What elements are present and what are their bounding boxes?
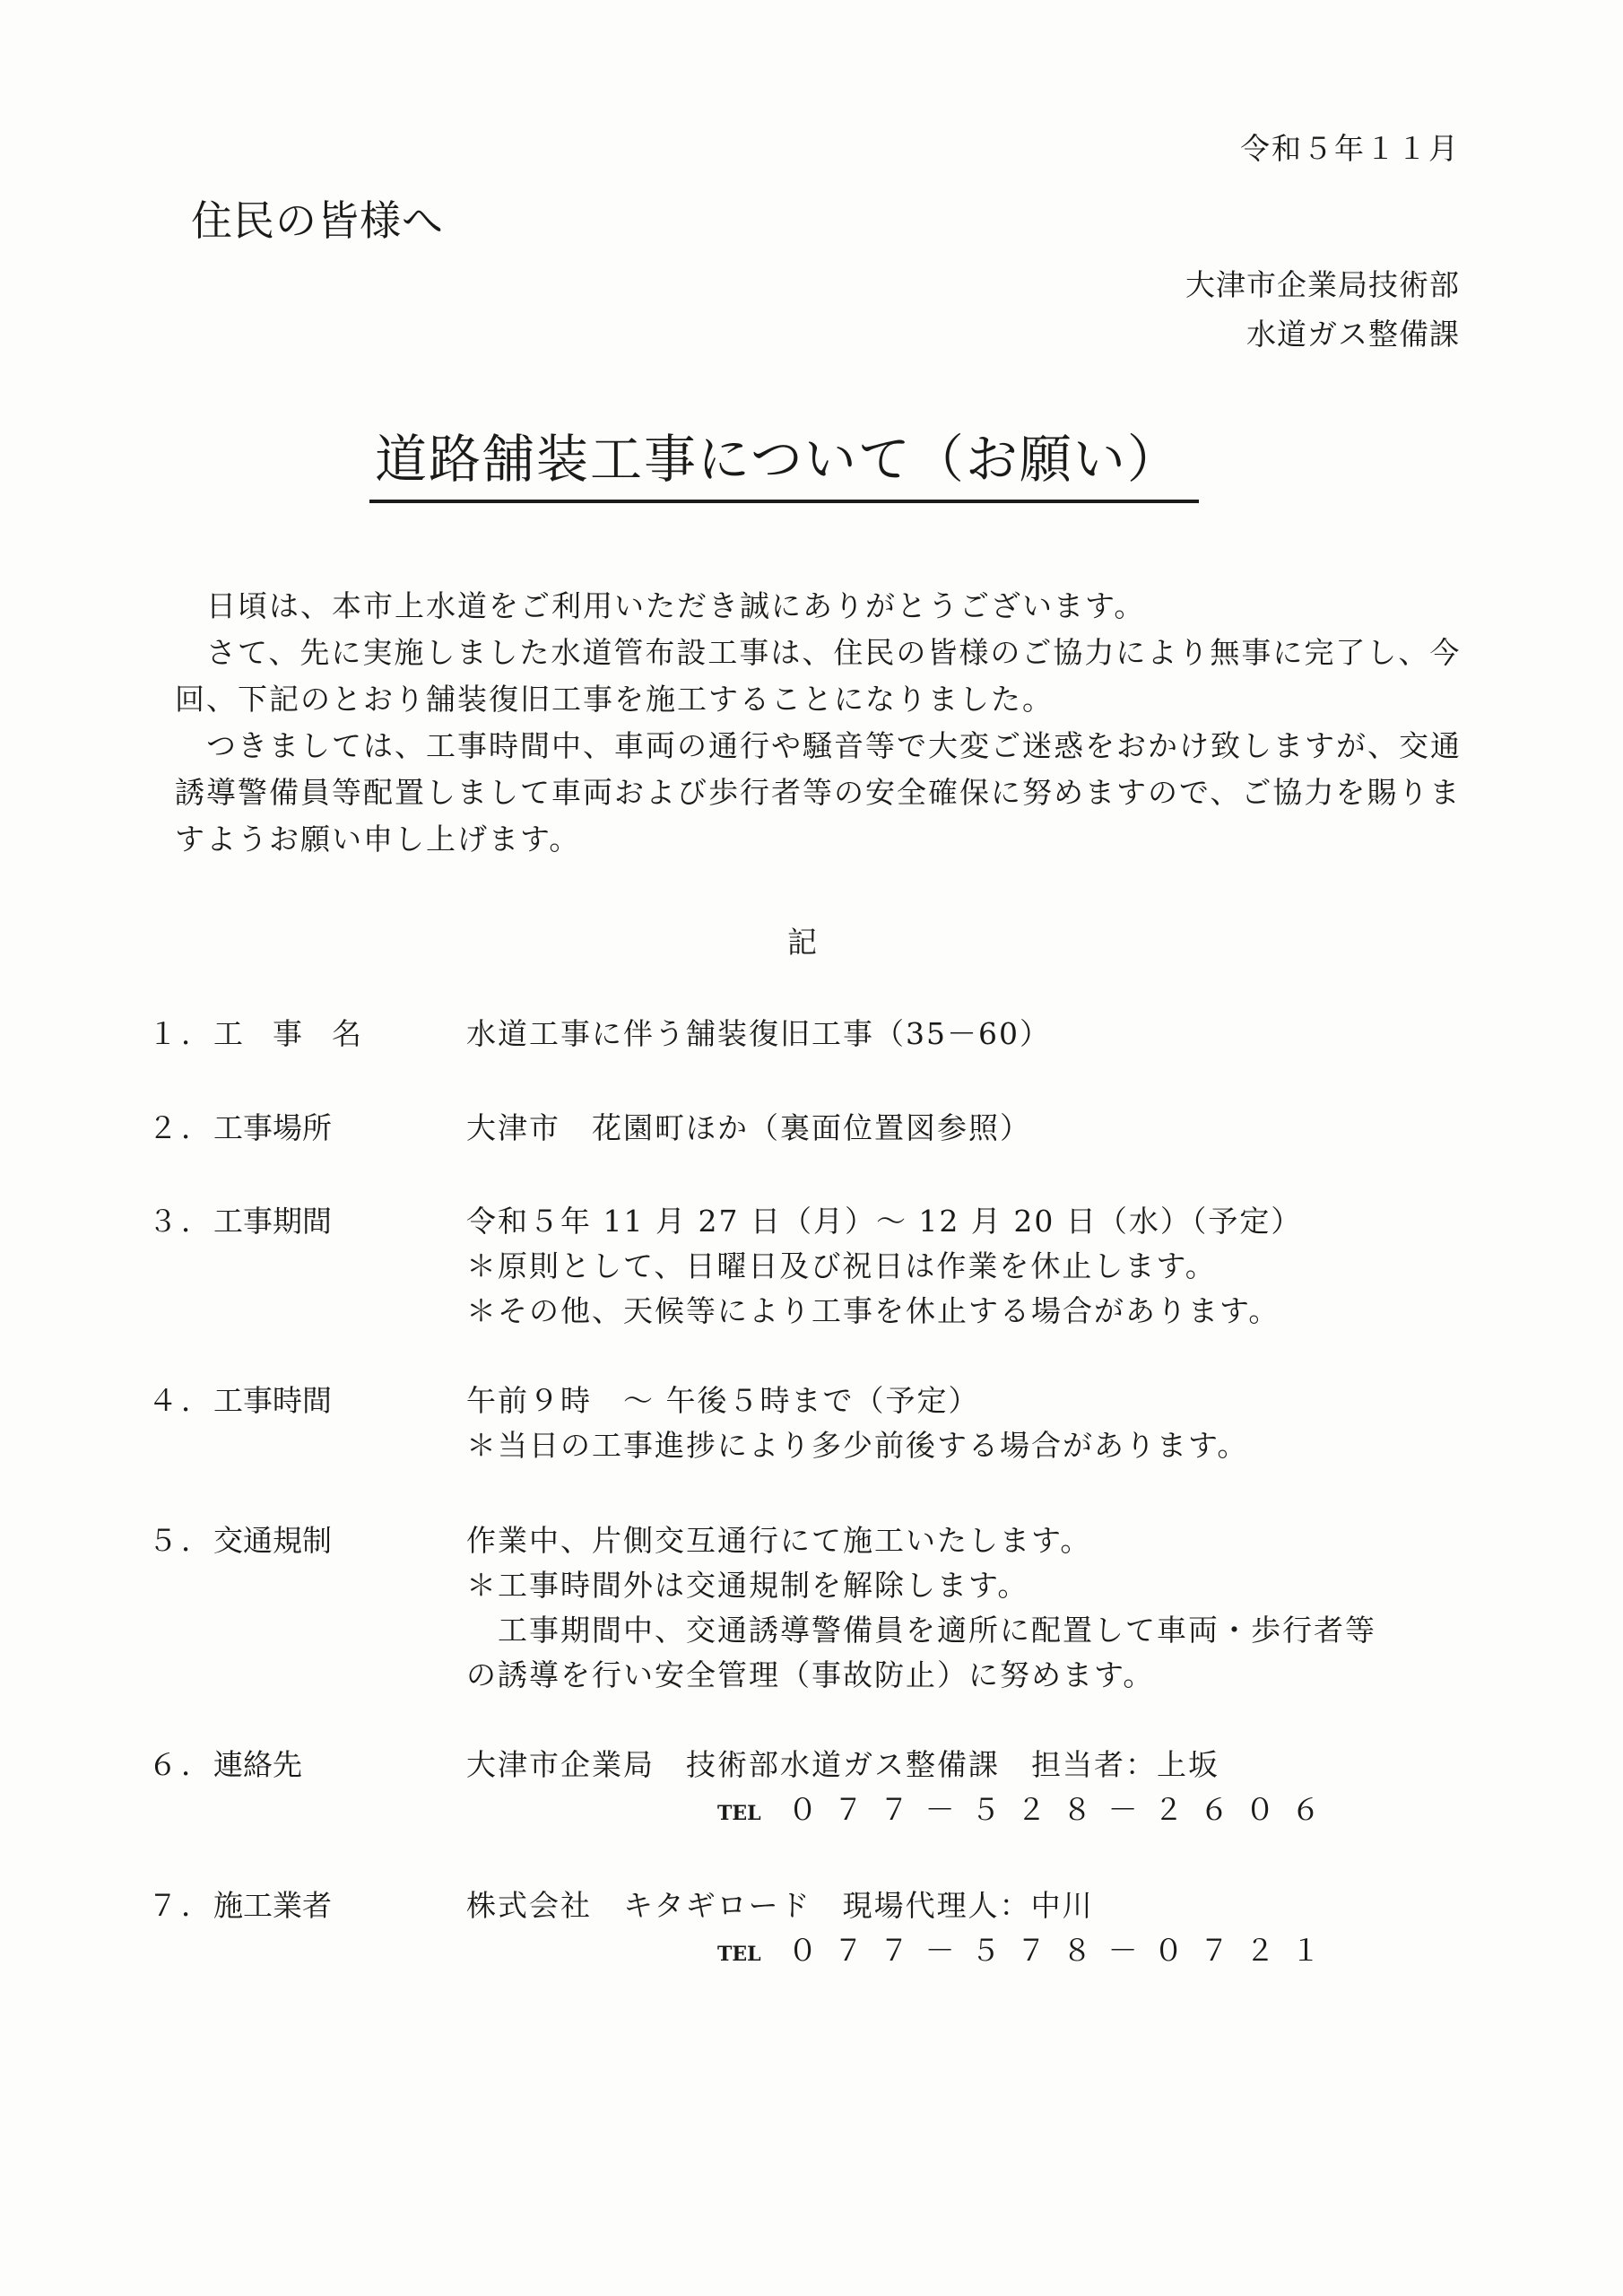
body-paragraph-3: つきましては、工事時間中、車両の通行や騒音等で大変ご迷惑をおかけ致しますが、交通誘導警備員等配置しまして車両および歩行者等の安全確保に努めますので、ご協力を賜りますようお願い申し上げます。 bbox=[175, 728, 1462, 857]
tel-label: TEL bbox=[717, 1943, 761, 1966]
issuer bbox=[1185, 260, 1460, 359]
item-line: ＊当日の工事進捗により多少前後する場合があります。 bbox=[466, 1428, 1249, 1463]
item-content bbox=[466, 1743, 1337, 1832]
item-line: ＊その他、天候等により工事を休止する場合があります。 bbox=[466, 1293, 1280, 1328]
issuer-line-1: 大津市企業局技術部 bbox=[1185, 267, 1460, 302]
addressee: 住民の皆様へ bbox=[191, 196, 444, 245]
item-content bbox=[466, 1106, 1031, 1151]
item-label: 交通規制 bbox=[213, 1523, 332, 1558]
contact-tel bbox=[466, 1787, 1337, 1832]
item-content bbox=[466, 1518, 1376, 1698]
item-label: 連絡先 bbox=[213, 1747, 302, 1782]
contractor-tel bbox=[466, 1928, 1337, 1973]
item-content bbox=[466, 1883, 1337, 1973]
item-line: の誘導を行い安全管理（事故防止）に努めます。 bbox=[466, 1657, 1155, 1692]
item-content bbox=[466, 1199, 1302, 1334]
tel-number: ０７７－５２８－２６０６ bbox=[787, 1792, 1337, 1827]
item-number: ７． bbox=[148, 1888, 214, 1923]
item-line: 株式会社 キタギロード 現場代理人：中川 bbox=[466, 1888, 1094, 1923]
item-line: ＊工事時間外は交通規制を解除します。 bbox=[466, 1568, 1029, 1603]
item-line: 令和５年 11 月 27 日（月）～ 12 月 20 日（水）（予定） bbox=[466, 1204, 1303, 1239]
body-text bbox=[175, 583, 1466, 863]
item-number: ２． bbox=[148, 1110, 214, 1145]
tel-label: TEL bbox=[717, 1802, 761, 1825]
item-label: 工 事 名 bbox=[213, 1016, 361, 1051]
item-label: 工事期間 bbox=[213, 1204, 332, 1239]
issuer-line-2: 水道ガス整備課 bbox=[1246, 317, 1460, 352]
ki-heading: 記 bbox=[787, 925, 817, 960]
item-line: 水道工事に伴う舗装復旧工事（35－60） bbox=[466, 1016, 1051, 1051]
document-title: 道路舗装工事について（お願い） bbox=[369, 417, 1199, 503]
item-number: ４． bbox=[148, 1383, 214, 1418]
item-content bbox=[466, 1012, 1051, 1057]
body-paragraph-2: さて、先に実施しました水道管布設工事は、住民の皆様のご協力により無事に完了し、今回、下記のとおり舗装復旧工事を施工することになりました。 bbox=[175, 635, 1462, 717]
item-line: 作業中、片側交互通行にて施工いたします。 bbox=[466, 1523, 1092, 1558]
item-number: ３． bbox=[148, 1204, 214, 1239]
item-line: 午前９時 ～ 午後５時まで（予定） bbox=[466, 1383, 980, 1418]
item-label: 工事場所 bbox=[213, 1110, 332, 1145]
document-date: 令和５年１１月 bbox=[1240, 131, 1460, 166]
item-content bbox=[466, 1378, 1248, 1468]
item-number: １． bbox=[148, 1016, 214, 1051]
item-label: 施工業者 bbox=[213, 1888, 332, 1923]
item-line: 大津市 花園町ほか（裏面位置図参照） bbox=[466, 1110, 1031, 1145]
item-number: ６． bbox=[148, 1747, 214, 1782]
item-number: ５． bbox=[148, 1523, 214, 1558]
item-line: 大津市企業局 技術部水道ガス整備課 担当者：上坂 bbox=[466, 1747, 1219, 1782]
item-line: 工事期間中、交通誘導警備員を適所に配置して車両・歩行者等 bbox=[466, 1613, 1376, 1648]
tel-number: ０７７－５７８－０７２１ bbox=[787, 1933, 1337, 1968]
item-line: ＊原則として、日曜日及び祝日は作業を休止します。 bbox=[466, 1248, 1217, 1283]
body-paragraph-1: 日頃は、本市上水道をご利用いただき誠にありがとうございます。 bbox=[206, 588, 1146, 623]
item-label: 工事時間 bbox=[213, 1383, 332, 1418]
